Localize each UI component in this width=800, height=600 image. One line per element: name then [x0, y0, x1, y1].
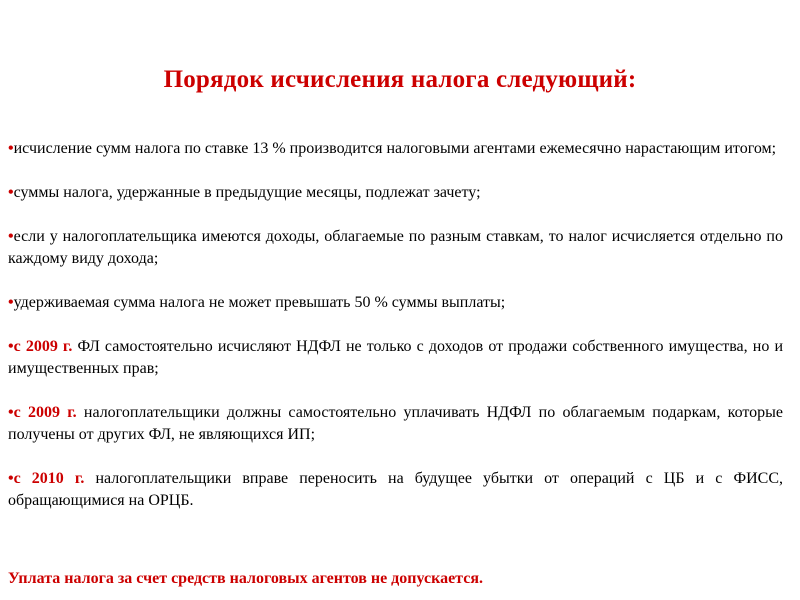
- bullet-text: ФЛ самостоятельно исчисляют НДФЛ не только с доходов от продажи собственного имущества, но и имущественных прав;: [8, 338, 784, 377]
- final-note: Уплата налога за счет средств налоговых агентов не допускается.: [8, 570, 483, 587]
- bullet-date-prefix: с 2009 г.: [13, 338, 73, 355]
- bullet-item: [8, 138, 783, 160]
- bullet-item: [8, 468, 783, 512]
- bullet-marker: •: [8, 294, 14, 311]
- bullet-marker: •: [8, 470, 14, 487]
- bullet-marker: •: [8, 140, 14, 157]
- bullet-marker: •: [8, 228, 14, 245]
- slide-title: Порядок исчисления налога следующий:: [163, 66, 637, 93]
- bullet-item: [8, 336, 783, 380]
- bullet-item: [8, 292, 783, 314]
- bullet-item: [8, 182, 783, 204]
- bullet-text: суммы налога, удержанные в предыдущие месяцы, подлежат зачету;: [13, 184, 481, 201]
- bullet-date-prefix: с 2009 г.: [13, 404, 77, 421]
- bullet-text: налогоплательщики вправе переносить на будущее убытки от операций с ЦБ и с ФИСС, обращающимися на ОРЦБ.: [8, 470, 784, 509]
- bullet-text: удерживаемая сумма налога не может превышать 50 % суммы выплаты;: [13, 294, 506, 311]
- bullet-text: исчисление сумм налога по ставке 13 % производится налоговыми агентами ежемесячно нарастающим итогом;: [13, 140, 777, 157]
- bullet-marker: •: [8, 184, 14, 201]
- bullet-text: налогоплательщики должны самостоятельно уплачивать НДФЛ по облагаемым подаркам, которые получены от других ФЛ, не являющихся ИП;: [8, 404, 783, 443]
- bullet-item: [8, 226, 783, 270]
- bullet-marker: •: [8, 404, 14, 421]
- bullet-marker: •: [8, 338, 14, 355]
- bullet-text: если у налогоплательщика имеются доходы, облагаемые по разным ставкам, то налог исчисляется отдельно по каждому виду дохода;: [8, 228, 783, 267]
- bullet-date-prefix: с 2010 г.: [13, 470, 85, 487]
- bullet-list: [8, 138, 783, 512]
- bullet-item: [8, 402, 783, 446]
